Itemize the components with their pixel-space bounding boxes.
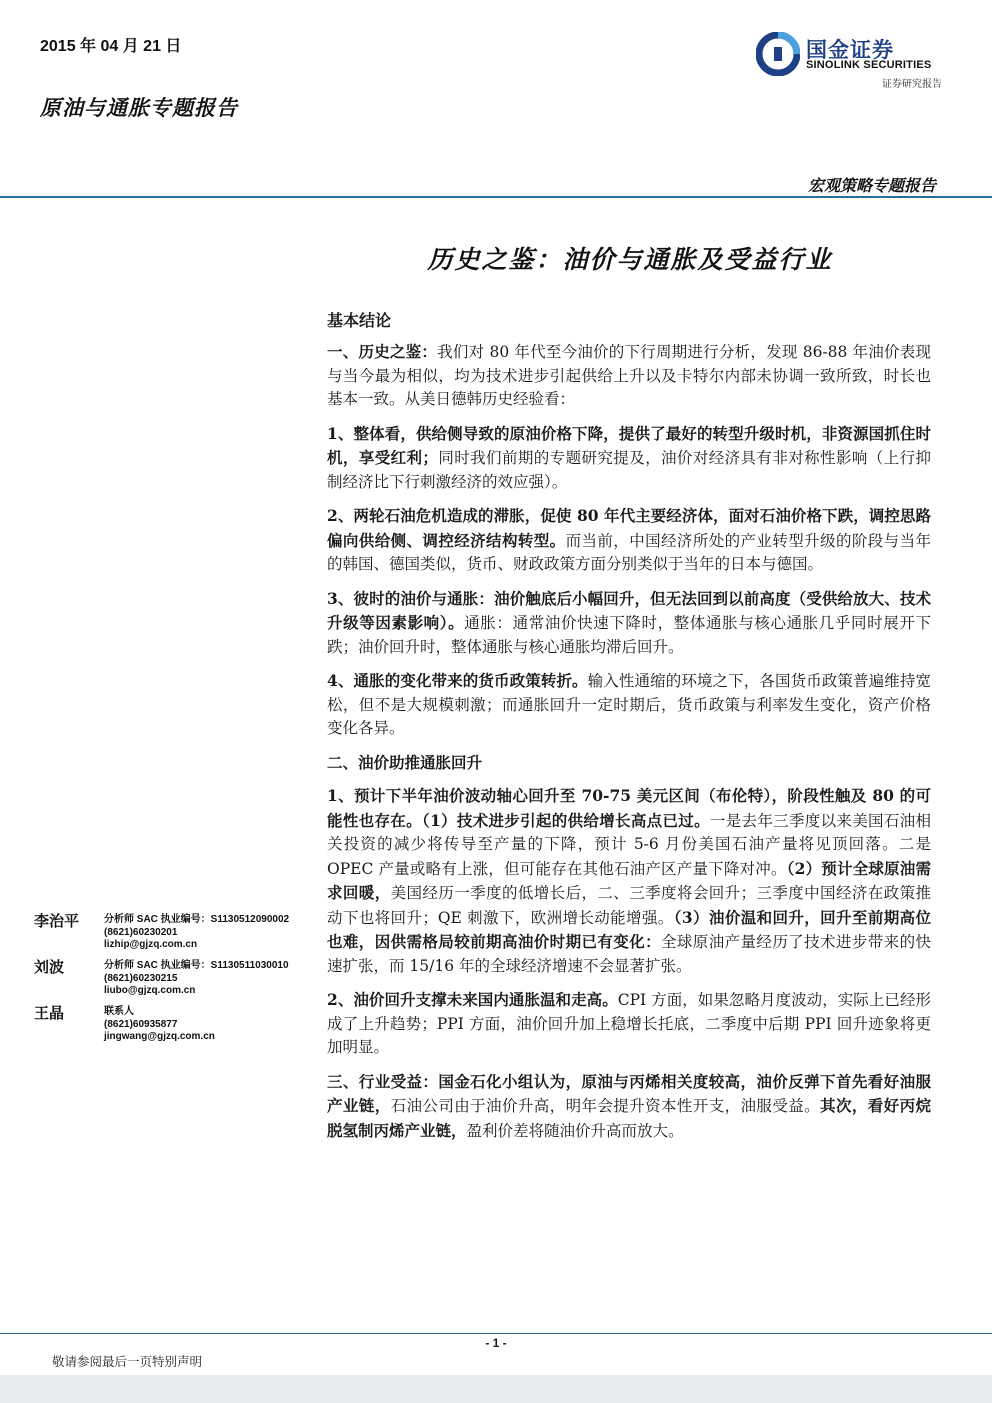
analyst-name: 王晶	[34, 1004, 65, 1022]
paragraph-6	[327, 784, 931, 978]
p8-bold-a: 三、行业受益：国金石化小组认为，原油与丙烯相关度较高，油价反弹下首先看好油服产业链，	[327, 1071, 931, 1115]
p1-bold: 一、历史之鉴：	[327, 342, 438, 361]
logo-emblem-icon	[756, 32, 800, 76]
p8-bold-b: 其次，看好丙烷脱氢制丙烯产业链，	[327, 1096, 931, 1140]
page-number: - 1 -	[485, 1336, 507, 1350]
paragraph-2	[327, 422, 931, 495]
analyst-email[interactable]: lizhip@gjzq.com.cn	[104, 939, 198, 950]
analyst-info	[104, 914, 289, 952]
paragraph-8	[327, 1070, 931, 1144]
p8-text-b: 盈利价差将随油价升高而放大。	[466, 1121, 684, 1140]
analyst-info	[104, 1006, 215, 1044]
footer-bar	[0, 1375, 992, 1403]
header-divider	[0, 196, 992, 198]
paragraph-5	[327, 669, 931, 741]
analyst-info	[104, 960, 289, 998]
analyst-phone: (8621)60935877	[104, 1018, 178, 1030]
p6-text-c: 全球原油产量经历了技术进步带来的快速扩张，而 15/16 年的全球经济增速不会显著扩张。	[327, 933, 931, 975]
p3-text: 而当前，中国经济所处的产业转型升级的阶段与当年的韩国、德国类似，货币、财政政策方面分别类似于当年的日本与德国。	[327, 531, 931, 573]
p5-text: 输入性通缩的环境之下，各国货币政策普遍维持宽松，但不是大规模刺激；而通胀回升一定时期后，货币政策与利率发生变化，资产价格变化各异。	[327, 672, 931, 737]
page-title: 历史之鉴：油价与通胀及受益行业	[427, 245, 833, 274]
p6-text-a: 一是去年三季度以来美国石油相关投资的减少将传导至产量的下降，预计 5-6 月份美国石油产量将见顶回落。二是 OPEC 产量或略有上涨，但可能存在其他石油产区产量下降对冲。	[327, 811, 931, 878]
analyst-card	[34, 910, 314, 956]
paragraph-7	[327, 988, 931, 1060]
paragraph-3	[327, 504, 931, 577]
p5-bold: 4、通胀的变化带来的货币政策转折。	[327, 671, 588, 690]
analyst-card	[34, 1002, 314, 1048]
basic-conclusion-heading: 基本结论	[327, 311, 392, 330]
paragraph-1	[327, 340, 931, 412]
analyst-role: 分析师 SAC 执业编号：S1130512090002	[104, 914, 290, 925]
p7-text: CPI 方面，如果忽略月度波动，实际上已经形成了上升趋势；PPI 方面，油价回升加上稳增长托底，二季度中后期 PPI 回升迹象将更加明显。	[327, 991, 931, 1056]
report-body	[327, 340, 931, 1153]
p8-text-a: 石油公司由于油价升高，明年会提升资本性开支，油服受益。	[390, 1097, 821, 1115]
p6-bold-b: （2）预计全球原油需求回暖，	[327, 858, 931, 902]
p4-text: 通胀：通常油价快速下降时，整体通胀与核心通胀几乎同时展开下跌；油价回升时，整体通胀与核心通胀均滞后回升。	[327, 614, 931, 656]
paragraph-4	[327, 587, 931, 660]
company-logo	[756, 32, 946, 92]
p2-bold: 1、整体看，供给侧导致的原油价格下降，提供了最好的转型升级时机，非资源国抓住时机，享受红利；	[327, 423, 931, 467]
report-category: 宏观策略专题报告	[807, 176, 936, 195]
p4-bold: 3、彼时的油价与通胀：油价触底后小幅回升，但无法回到以前高度（受供给放大、技术升级等因素影响）。	[327, 588, 931, 632]
report-date: 2015 年 04 月 21 日	[40, 38, 182, 55]
report-series-title: 原油与通胀专题报告	[40, 95, 238, 120]
analyst-list	[34, 910, 314, 1048]
p6-bold-c: （3）油价温和回升，回升至前期高位也难，因供需格局较前期高油价时期已有变化：	[327, 907, 931, 951]
logo-name-cn: 国金证券	[806, 38, 894, 62]
analyst-card	[34, 956, 314, 1002]
disclaimer-note: 敬请参阅最后一页特别声明	[52, 1354, 203, 1369]
logo-subtitle: 证券研究报告	[882, 79, 942, 90]
p6-bold-a: 1、预计下半年油价波动轴心回升至 70-75 美元区间（布伦特），阶段性触及 80 的可能性也存在。（1）技术进步引起的供给增长高点已过。	[327, 786, 931, 830]
footer-divider	[0, 1333, 992, 1334]
p6-text-b: 美国经历一季度的低增长后，二、三季度将会回升；三季度中国经济在政策推动下也将回升；QE 刺激下，欧洲增长动能增强。	[327, 884, 931, 927]
logo-name-en: SINOLINK SECURITIES	[806, 59, 932, 71]
p7-bold: 2、油价回升支撑未来国内通胀温和走高。	[327, 990, 618, 1009]
analyst-email[interactable]: liubo@gjzq.com.cn	[104, 985, 196, 996]
analyst-email[interactable]: jingwang@gjzq.com.cn	[104, 1031, 215, 1042]
p3-bold: 2、两轮石油危机造成的滞胀，促使 80 年代主要经济体，面对石油价格下跌，调控思路偏向供给侧、调控经济结构转型。	[327, 506, 931, 550]
analyst-role: 联系人	[104, 1006, 134, 1017]
analyst-name: 刘波	[34, 958, 65, 976]
p2-text: 同时我们前期的专题研究提及，油价对经济具有非对称性影响（上行抑制经济比下行刺激经济的效应强）。	[327, 449, 931, 491]
analyst-phone: (8621)60230215	[104, 972, 178, 984]
analyst-name: 李治平	[34, 912, 80, 930]
analyst-phone: (8621)60230201	[104, 926, 178, 938]
analyst-role: 分析师 SAC 执业编号：S1130511030010	[104, 960, 289, 971]
section-2-heading: 二、油价助推通胀回升	[327, 752, 483, 772]
p1-text: 我们对 80 年代至今油价的下行周期进行分析，发现 86-88 年油价表现与当今最为相似，均为技术进步引起供给上升以及卡特尔内部未协调一致所致，时长也基本一致。从美日德韩历史经验看：	[327, 343, 931, 408]
